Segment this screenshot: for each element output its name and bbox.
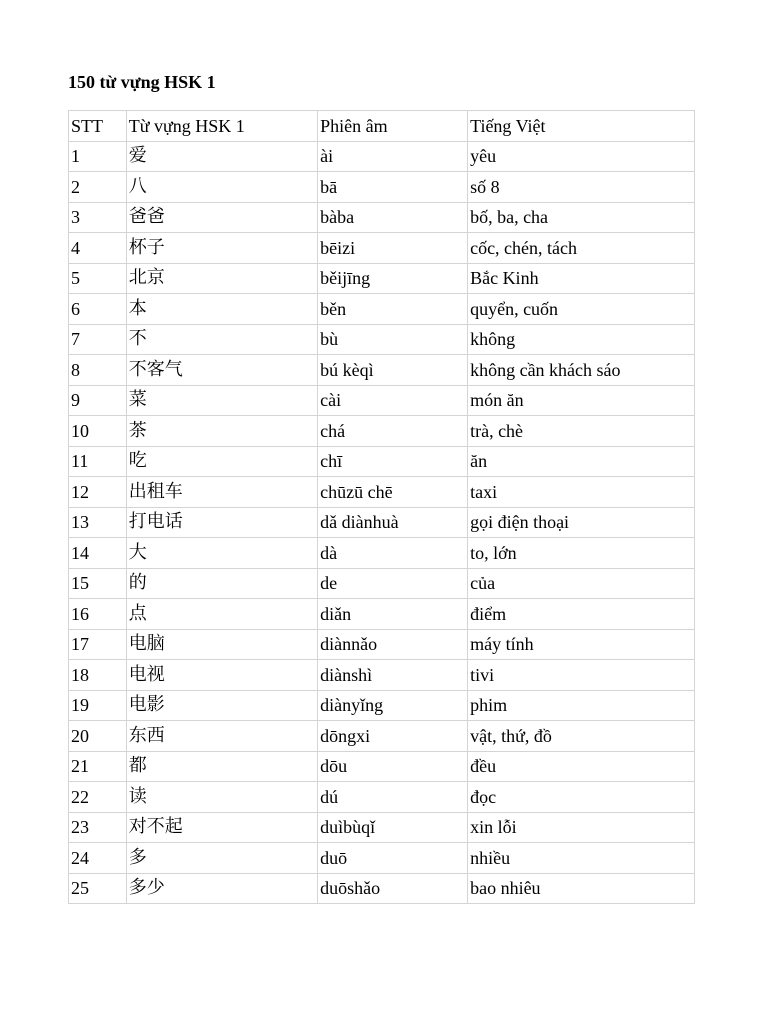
vietnamese-meaning: nhiều <box>468 843 695 874</box>
vietnamese-meaning: quyển, cuốn <box>468 294 695 325</box>
table-row <box>69 568 695 599</box>
chinese-word: 读 <box>126 782 317 813</box>
pinyin: diànyǐng <box>318 690 468 721</box>
pinyin: duōshǎo <box>318 873 468 904</box>
pinyin: dú <box>318 782 468 813</box>
chinese-word: 打电话 <box>126 507 317 538</box>
chinese-word: 北京 <box>126 263 317 294</box>
row-number: 7 <box>69 324 127 355</box>
pinyin: bù <box>318 324 468 355</box>
chinese-word: 爱 <box>126 141 317 172</box>
row-number: 18 <box>69 660 127 691</box>
header-pinyin: Phiên âm <box>318 111 468 142</box>
chinese-word: 本 <box>126 294 317 325</box>
chinese-word: 爸爸 <box>126 202 317 233</box>
header-stt: STT <box>69 111 127 142</box>
vietnamese-meaning: yêu <box>468 141 695 172</box>
table-row <box>69 233 695 264</box>
table-row <box>69 355 695 386</box>
row-number: 14 <box>69 538 127 569</box>
chinese-word: 的 <box>126 568 317 599</box>
table-row <box>69 599 695 630</box>
table-row <box>69 843 695 874</box>
row-number: 15 <box>69 568 127 599</box>
chinese-word: 菜 <box>126 385 317 416</box>
chinese-word: 电脑 <box>126 629 317 660</box>
chinese-word: 电视 <box>126 660 317 691</box>
vietnamese-meaning: vật, thứ, đồ <box>468 721 695 752</box>
row-number: 21 <box>69 751 127 782</box>
vietnamese-meaning: không <box>468 324 695 355</box>
chinese-word: 对不起 <box>126 812 317 843</box>
vietnamese-meaning: số 8 <box>468 172 695 203</box>
table-row <box>69 721 695 752</box>
table-row <box>69 660 695 691</box>
pinyin: bú kèqì <box>318 355 468 386</box>
chinese-word: 出租车 <box>126 477 317 508</box>
table-row <box>69 812 695 843</box>
pinyin: běn <box>318 294 468 325</box>
row-number: 9 <box>69 385 127 416</box>
table-header-row <box>69 111 695 142</box>
chinese-word: 八 <box>126 172 317 203</box>
chinese-word: 不 <box>126 324 317 355</box>
vietnamese-meaning: bao nhiêu <box>468 873 695 904</box>
row-number: 13 <box>69 507 127 538</box>
pinyin: běijīng <box>318 263 468 294</box>
chinese-word: 吃 <box>126 446 317 477</box>
vietnamese-meaning: tivi <box>468 660 695 691</box>
vocabulary-table <box>68 110 695 904</box>
vietnamese-meaning: không cần khách sáo <box>468 355 695 386</box>
pinyin: chá <box>318 416 468 447</box>
row-number: 25 <box>69 873 127 904</box>
vietnamese-meaning: đọc <box>468 782 695 813</box>
table-row <box>69 751 695 782</box>
vietnamese-meaning: của <box>468 568 695 599</box>
pinyin: ài <box>318 141 468 172</box>
vietnamese-meaning: món ăn <box>468 385 695 416</box>
chinese-word: 茶 <box>126 416 317 447</box>
chinese-word: 多少 <box>126 873 317 904</box>
row-number: 19 <box>69 690 127 721</box>
table-row <box>69 324 695 355</box>
table-row <box>69 477 695 508</box>
row-number: 16 <box>69 599 127 630</box>
chinese-word: 点 <box>126 599 317 630</box>
table-row <box>69 294 695 325</box>
table-row <box>69 416 695 447</box>
row-number: 1 <box>69 141 127 172</box>
pinyin: bàba <box>318 202 468 233</box>
row-number: 3 <box>69 202 127 233</box>
vietnamese-meaning: Bắc Kinh <box>468 263 695 294</box>
table-row <box>69 141 695 172</box>
header-vietnamese: Tiếng Việt <box>468 111 695 142</box>
vietnamese-meaning: phim <box>468 690 695 721</box>
table-row <box>69 782 695 813</box>
pinyin: chūzū chē <box>318 477 468 508</box>
vietnamese-meaning: trà, chè <box>468 416 695 447</box>
row-number: 12 <box>69 477 127 508</box>
vietnamese-meaning: taxi <box>468 477 695 508</box>
pinyin: diànshì <box>318 660 468 691</box>
row-number: 20 <box>69 721 127 752</box>
pinyin: bēizi <box>318 233 468 264</box>
pinyin: duìbùqǐ <box>318 812 468 843</box>
table-row <box>69 873 695 904</box>
pinyin: dōngxi <box>318 721 468 752</box>
row-number: 24 <box>69 843 127 874</box>
vietnamese-meaning: điểm <box>468 599 695 630</box>
chinese-word: 不客气 <box>126 355 317 386</box>
table-row <box>69 172 695 203</box>
chinese-word: 都 <box>126 751 317 782</box>
vietnamese-meaning: ăn <box>468 446 695 477</box>
pinyin: bā <box>318 172 468 203</box>
pinyin: de <box>318 568 468 599</box>
table-row <box>69 263 695 294</box>
pinyin: dōu <box>318 751 468 782</box>
vietnamese-meaning: xin lỗi <box>468 812 695 843</box>
table-row <box>69 507 695 538</box>
table-row <box>69 629 695 660</box>
row-number: 11 <box>69 446 127 477</box>
row-number: 2 <box>69 172 127 203</box>
vietnamese-meaning: máy tính <box>468 629 695 660</box>
document-title: 150 từ vựng HSK 1 <box>68 72 216 92</box>
vietnamese-meaning: gọi điện thoại <box>468 507 695 538</box>
header-vocabulary: Từ vựng HSK 1 <box>126 111 317 142</box>
chinese-word: 大 <box>126 538 317 569</box>
pinyin: dǎ diànhuà <box>318 507 468 538</box>
row-number: 17 <box>69 629 127 660</box>
vietnamese-meaning: to, lớn <box>468 538 695 569</box>
table-row <box>69 690 695 721</box>
pinyin: diǎn <box>318 599 468 630</box>
chinese-word: 多 <box>126 843 317 874</box>
chinese-word: 杯子 <box>126 233 317 264</box>
pinyin: cài <box>318 385 468 416</box>
pinyin: dà <box>318 538 468 569</box>
row-number: 10 <box>69 416 127 447</box>
row-number: 6 <box>69 294 127 325</box>
row-number: 4 <box>69 233 127 264</box>
vietnamese-meaning: cốc, chén, tách <box>468 233 695 264</box>
table-row <box>69 202 695 233</box>
vietnamese-meaning: đều <box>468 751 695 782</box>
table-row <box>69 385 695 416</box>
chinese-word: 东西 <box>126 721 317 752</box>
vietnamese-meaning: bố, ba, cha <box>468 202 695 233</box>
table-row <box>69 538 695 569</box>
row-number: 5 <box>69 263 127 294</box>
pinyin: chī <box>318 446 468 477</box>
row-number: 23 <box>69 812 127 843</box>
chinese-word: 电影 <box>126 690 317 721</box>
pinyin: diànnǎo <box>318 629 468 660</box>
row-number: 22 <box>69 782 127 813</box>
pinyin: duō <box>318 843 468 874</box>
table-row <box>69 446 695 477</box>
table-body <box>69 141 695 904</box>
row-number: 8 <box>69 355 127 386</box>
